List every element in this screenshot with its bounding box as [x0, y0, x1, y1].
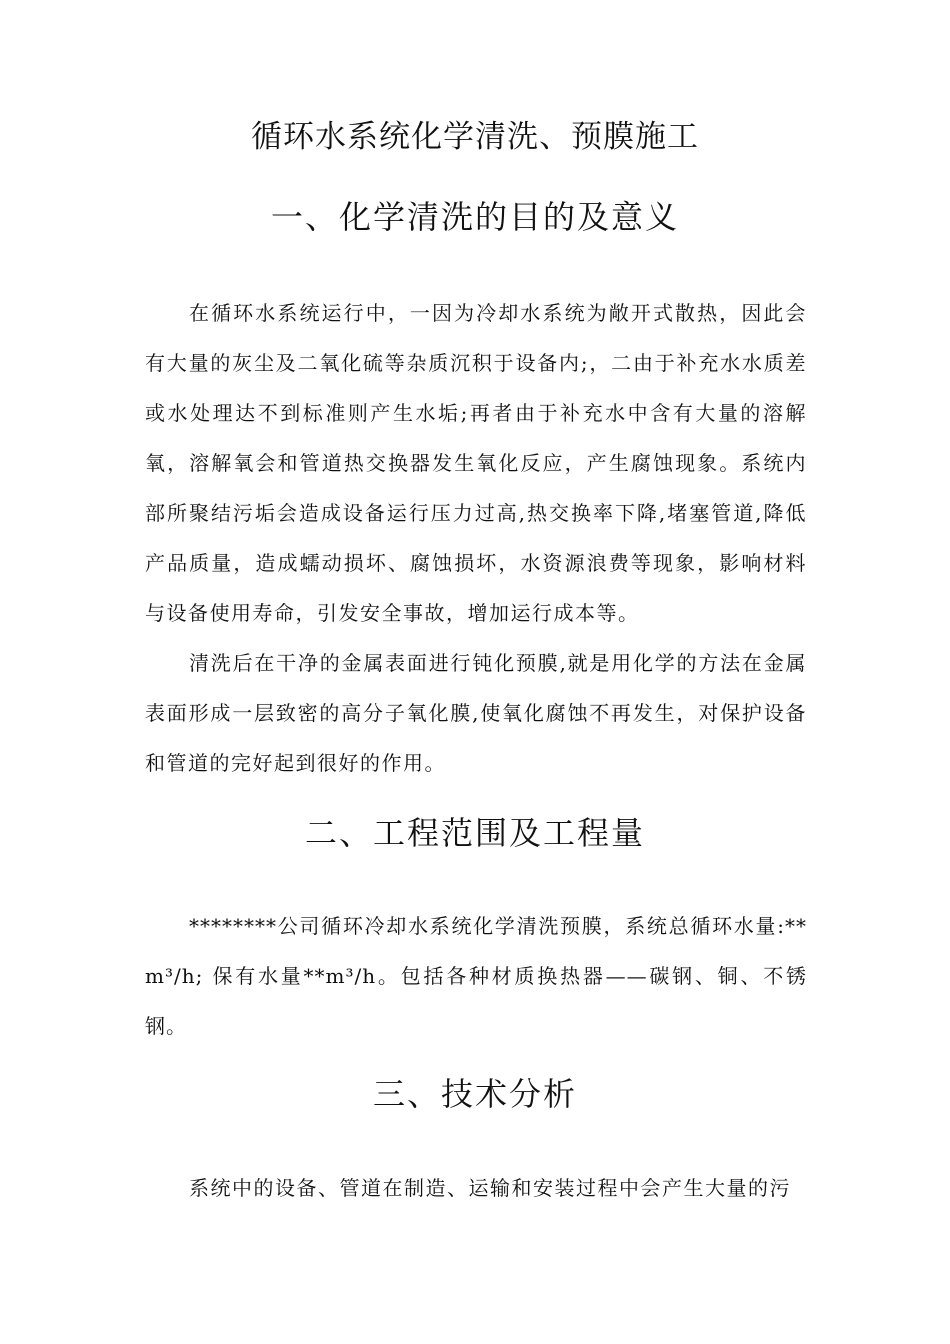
document-title: 循环水系统化学清洗、预膜施工 — [251, 119, 699, 155]
section-2-paragraph-1: ********公司循环冷却水系统化学清洗预膜，系统总循环水量:**m³/h; 保有水量**m³/h。包括各种材质换热器——碳钢、铜、不锈钢。 — [145, 914, 807, 1038]
section-3-heading: 三、技术分析 — [372, 1075, 577, 1113]
section-1-heading: 一、化学清洗的目的及意义 — [270, 198, 679, 236]
section-3-paragraph-1: 系统中的设备、管道在制造、运输和安装过程中会产生大量的污 — [189, 1176, 791, 1200]
section-1-paragraph-2: 清洗后在干净的金属表面进行钝化预膜,就是用化学的方法在金属表面形成一层致密的高分子氧化膜,使氧化腐蚀不再发生，对保护设备和管道的完好起到很好的作用。 — [145, 651, 807, 775]
section-1-paragraph-1: 在循环水系统运行中，一因为冷却水系统为敞开式散热，因此会有大量的灰尘及二氧化硫等杂质沉积于设备内;，二由于补充水水质差或水处理达不到标准则产生水垢;再者由于补充水中含有大量的溶解氧，溶解氧会和管道热交换器发生氧化反应，产生腐蚀现象。系统内部所聚结污垢会造成设备运行压力过高,热交换率下降,堵塞管道,降低产品质量，造成蠕动损坏、腐蚀损坏，水资源浪费等现象，影响材料与设备使用寿命，引发安全事故，增加运行成本等。 — [145, 301, 807, 625]
section-2-heading: 二、工程范围及工程量 — [304, 814, 645, 852]
